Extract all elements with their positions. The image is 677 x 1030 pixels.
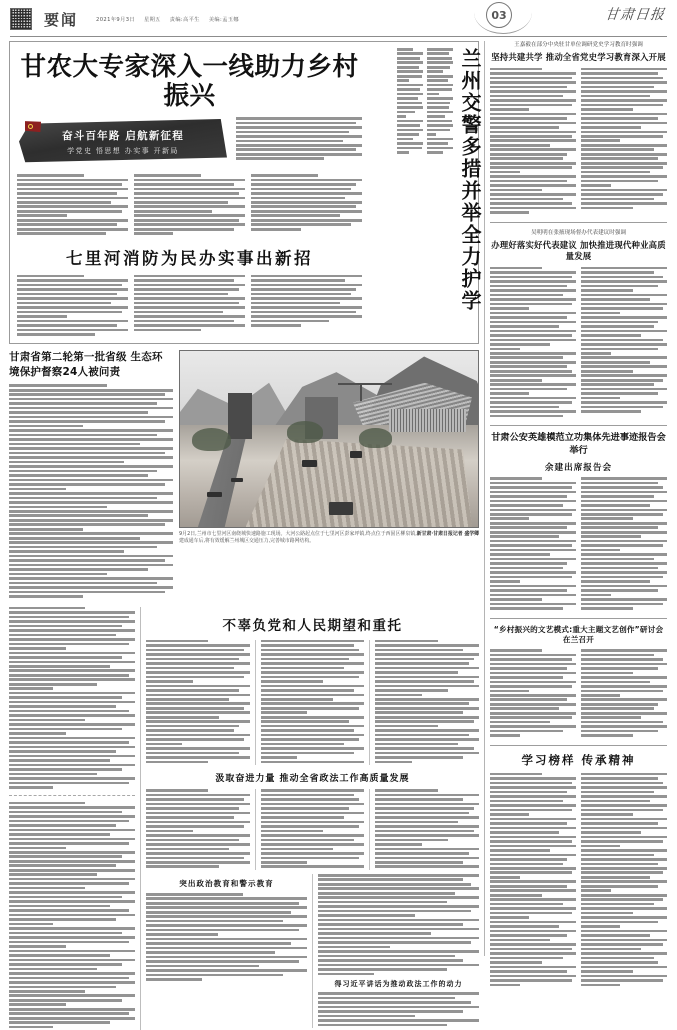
lower-e2 [318,874,479,975]
vertical-article-text [397,48,453,338]
article2-headline: 办理好落实好代表建议 加快推进现代种业高质量发展 [491,240,666,262]
page-number: 03 [486,2,512,28]
lower-e3 [318,992,479,1026]
article3-headline: 甘肃公安英雄模范立功集体先进事迹报告会举行 [491,432,666,456]
lower-headline-main: 不辜负党和人民期望和重托 [222,617,403,634]
right-article-4 [490,625,667,739]
designer-credit: 美编:孟玉娜 [208,16,239,23]
sec-col-3 [251,275,362,338]
environment-headline: 甘肃省第二轮第一批省级 生态环境保护督察24人被问责 [9,351,163,379]
secondary-headline: 七里河消防为民办实事出新招 [66,248,313,268]
sec-col-1 [17,275,128,338]
banner-sub-text: 学党史 悟思想 办实事 开新局 [67,147,179,156]
right-column [484,41,667,956]
photo-trees-left [192,428,231,451]
photo-car-2 [207,492,222,497]
top-left-group [17,48,362,338]
vertical-article-group [368,48,480,338]
article3-subhead: 余建出席报告会 [544,463,613,474]
photo-caption [179,531,479,546]
publish-date: 2021年9月3日 [96,16,135,23]
lower-sub-left [146,874,307,1028]
article1-body [490,68,667,216]
lower-center-column [146,607,479,1030]
right-article-3 [490,432,667,611]
lower-center-cols-top [146,640,479,766]
news-photo [179,350,479,528]
r3-c1 [490,477,576,612]
lower-left-column [9,607,141,1030]
mid-block [9,350,479,600]
lower-left-body-1 [9,607,135,789]
banner-main-text: 奋斗百年路 启航新征程 [62,130,184,143]
top-col-1 [17,174,128,237]
weekday: 星期五 [143,16,161,23]
photo-column [179,350,479,600]
photo-truck-1 [302,460,317,467]
photo-trees-mid [287,421,323,442]
r1-c2 [581,68,667,216]
r5-c2 [581,773,667,988]
article3-body [490,477,667,612]
article1-kicker: 王嘉毅在部分中央驻甘单位调研党史学习教育时强调 [514,42,643,48]
photo-tower-building [228,393,252,439]
main-column [9,41,482,989]
lead-headline: 甘农大专家深入一线助力乡村振兴 [20,52,359,111]
photo-machine [350,451,362,458]
lower-c2 [255,640,365,766]
article5-headline: 学习榜样 传承精神 [521,752,636,767]
photo-building-row [389,409,466,432]
right-article-1 [490,41,667,216]
right-divider-2 [490,425,667,426]
vert-col-2 [427,48,453,338]
page-body [0,37,677,989]
lower-c3 [369,640,479,766]
lower-section [9,607,479,1030]
top-lead-block [9,41,482,344]
lower-d1 [146,789,250,870]
lower-d3 [369,789,479,870]
lower-subhead-1: 突出政治教育和警示教育 [179,878,274,888]
right-divider-1 [490,222,667,223]
campaign-banner [19,117,227,164]
lower-sub-right [312,874,479,1028]
lower-c1 [146,640,250,766]
lower-center-cols-mid [146,789,479,870]
page-arc-decoration [474,8,532,34]
r1-c1 [490,68,576,216]
article2-body [490,267,667,419]
right-article-5 [490,752,667,988]
right-divider-4 [490,745,667,746]
masthead [0,0,677,34]
r2-c2 [581,267,667,419]
right-divider-3 [490,618,667,619]
editor-credit: 责编:高平生 [169,16,200,23]
article4-body [490,649,667,739]
vert-col-1 [397,48,423,338]
lower-left-divider [9,795,135,796]
photo-car-1 [231,478,243,482]
lower-headline-secondary: 汲取奋进力量 推动全省政法工作高质量发展 [215,774,410,785]
qr-code-icon[interactable] [10,8,32,30]
r3-c2 [581,477,667,612]
article2-kicker: 吴明明在张掖现场督办代表建议时强调 [530,229,627,236]
top-col-2 [134,174,245,237]
photo-excavator [329,502,353,514]
top-col-a [236,117,362,162]
top-col-3 [251,174,362,237]
photo-crane [338,383,392,385]
article1-headline: 坚持共建共学 推动全省党史学习教育深入开展 [491,52,666,63]
photo-credit: 新甘肃·甘肃日报记者 盛学卿 [416,531,479,537]
environment-body [9,384,173,597]
vertical-headline: 兰州交警多措并举全力护学 [458,48,482,312]
article4-headline: “乡村振兴的文艺模式:重大主题文艺创作”研讨会在兰召开 [493,624,664,644]
lower-e1 [146,893,307,981]
page-number-group [474,2,534,32]
section-title: 要闻 [44,10,79,29]
r5-c1 [490,773,576,988]
sec-col-2 [134,275,245,338]
lower-subhead-2: 得习近平讲话为推动政法工作的动力 [334,980,463,989]
r4-c2 [581,649,667,739]
photo-trees-right [359,428,392,447]
photo-caption-text: 9月2日,兰州市七里河区南绕城快速路施工现场。大河公路起点位于七里河区彭家坪镇,终点位于西固区柳泉镇,建成通车后,将有效缓解兰州城区交通压力,完善城市路网结构。 [179,531,417,545]
right-article-2 [490,229,667,420]
lower-d2 [255,789,365,870]
masthead-meta [96,16,239,23]
environment-article [9,350,173,600]
r4-c1 [490,649,576,739]
r2-c1 [490,267,576,419]
lower-left-body-2 [9,802,135,1029]
lower-center-cols-bottom [146,874,479,1028]
article5-body [490,773,667,988]
paper-logo: 甘肃日报 [604,7,666,23]
